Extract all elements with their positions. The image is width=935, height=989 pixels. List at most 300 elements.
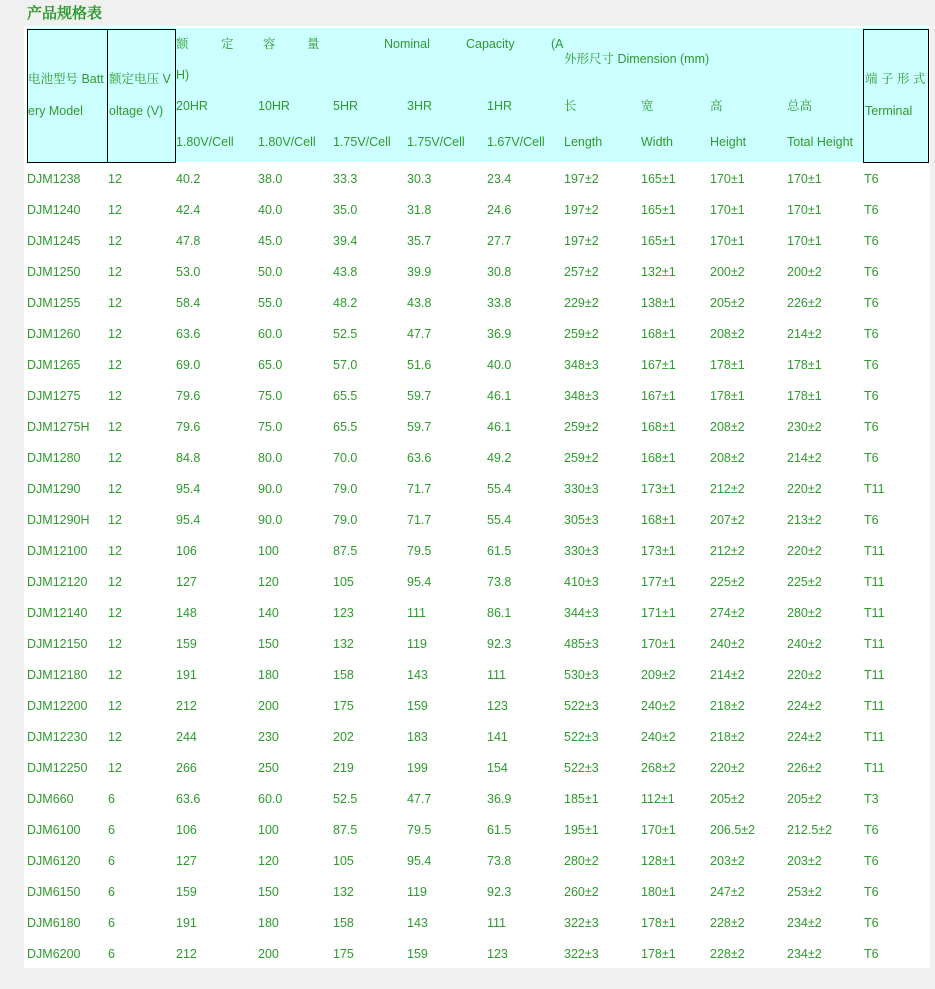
cell-voltage: 12: [108, 327, 122, 341]
cell-width: 168±1: [641, 451, 676, 465]
cell-cap-1hr: 36.9: [487, 792, 512, 806]
cell-cap-3hr: 119: [407, 885, 427, 899]
cell-voltage: 6: [108, 792, 115, 806]
cell-length: 348±3: [564, 389, 599, 403]
cell-cap-1hr: 154: [487, 761, 508, 775]
cell-total-height: 224±2: [787, 730, 822, 744]
cell-cap-10hr: 55.0: [258, 296, 283, 310]
cell-model: DJM6180: [27, 916, 81, 930]
cell-cap-1hr: 123: [487, 947, 508, 961]
cell-height: 205±2: [710, 792, 745, 806]
cell-cap-10hr: 50.0: [258, 265, 283, 279]
cell-cap-10hr: 45.0: [258, 234, 283, 248]
cell-model: DJM12120: [27, 575, 88, 589]
cell-cap-20hr: 79.6: [176, 420, 201, 434]
cell-width: 177±1: [641, 575, 676, 589]
cell-height: 170±1: [710, 234, 745, 248]
cell-height: 247±2: [710, 885, 745, 899]
cell-cap-10hr: 200: [258, 947, 279, 961]
cell-length: 260±2: [564, 885, 599, 899]
cell-model: DJM1250: [27, 265, 81, 279]
cell-height: 228±2: [710, 947, 745, 961]
cell-total-height: 178±1: [787, 358, 822, 372]
cell-height: 228±2: [710, 916, 745, 930]
cell-cap-20hr: 148: [176, 606, 197, 620]
cell-height: 170±1: [710, 172, 745, 186]
cell-cap-20hr: 79.6: [176, 389, 201, 403]
cell-cap-10hr: 100: [258, 544, 279, 558]
cell-width: 170±1: [641, 637, 676, 651]
cell-voltage: 12: [108, 420, 122, 434]
cell-length: 197±2: [564, 203, 599, 217]
cell-total-height: 170±1: [787, 234, 822, 248]
cell-cap-1hr: 92.3: [487, 637, 512, 651]
cell-cap-5hr: 35.0: [333, 203, 358, 217]
cell-length: 259±2: [564, 420, 599, 434]
cell-cap-20hr: 127: [176, 854, 197, 868]
cell-total-height: 214±2: [787, 327, 822, 341]
cell-model: DJM12150: [27, 637, 88, 651]
cell-total-height: 170±1: [787, 172, 822, 186]
cell-cap-3hr: 143: [407, 916, 428, 930]
cell-cap-3hr: 199: [407, 761, 428, 775]
cell-cap-3hr: 51.6: [407, 358, 432, 372]
cell-model: DJM1238: [27, 172, 81, 186]
header-terminal-cell: [863, 29, 929, 163]
cell-total-height: 253±2: [787, 885, 822, 899]
cell-cap-1hr: 86.1: [487, 606, 512, 620]
header-capacity-cn-3: 容: [263, 37, 276, 51]
cell-cap-20hr: 63.6: [176, 327, 201, 341]
cell-cap-1hr: 24.6: [487, 203, 512, 217]
cell-cap-5hr: 202: [333, 730, 354, 744]
cell-terminal: T6: [864, 327, 879, 341]
cell-cap-10hr: 75.0: [258, 420, 283, 434]
cell-total-height: 226±2: [787, 761, 822, 775]
cell-width: 165±1: [641, 172, 676, 186]
cell-total-height: 213±2: [787, 513, 822, 527]
cell-height: 170±1: [710, 203, 745, 217]
cell-width: 209±2: [641, 668, 676, 682]
cell-terminal: T11: [864, 637, 885, 651]
cell-length: 330±3: [564, 482, 599, 496]
cell-length: 195±1: [564, 823, 599, 837]
cell-cap-3hr: 39.9: [407, 265, 432, 279]
cell-cap-20hr: 69.0: [176, 358, 201, 372]
cell-cap-5hr: 65.5: [333, 389, 358, 403]
cell-length: 280±2: [564, 854, 599, 868]
cell-terminal: T11: [864, 482, 885, 496]
cell-length: 330±3: [564, 544, 599, 558]
cell-cap-20hr: 40.2: [176, 172, 201, 186]
cell-cap-1hr: 55.4: [487, 513, 512, 527]
cell-voltage: 12: [108, 296, 122, 310]
cell-voltage: 12: [108, 482, 122, 496]
header-voltage-line1: 额定电压 V: [109, 72, 171, 86]
cell-total-height: 226±2: [787, 296, 822, 310]
cell-cap-1hr: 33.8: [487, 296, 512, 310]
cell-cap-10hr: 90.0: [258, 513, 283, 527]
header-dimension: 外形尺寸 Dimension (mm): [564, 52, 710, 66]
cell-cap-20hr: 191: [176, 668, 197, 682]
cell-cap-5hr: 132: [333, 885, 354, 899]
cell-cap-5hr: 43.8: [333, 265, 358, 279]
cell-cap-1hr: 36.9: [487, 327, 512, 341]
cell-cap-5hr: 33.3: [333, 172, 358, 186]
cell-total-height: 220±2: [787, 544, 822, 558]
cell-cap-3hr: 95.4: [407, 854, 432, 868]
cell-voltage: 12: [108, 544, 122, 558]
header-capacity-cn-4: 量: [307, 37, 320, 51]
cell-total-height: 214±2: [787, 451, 822, 465]
cell-model: DJM12230: [27, 730, 88, 744]
cell-model: DJM1240: [27, 203, 81, 217]
header-rate-3hr: 3HR: [407, 99, 433, 113]
cell-terminal: T6: [864, 513, 879, 527]
cell-cap-5hr: 87.5: [333, 544, 358, 558]
header-dim-length-cn: 长: [564, 99, 577, 113]
header-model-cell: [27, 29, 108, 163]
cell-cap-3hr: 43.8: [407, 296, 432, 310]
cell-model: DJM1290: [27, 482, 81, 496]
cell-length: 197±2: [564, 234, 599, 248]
header-terminal-line1: 端 子 形 式: [865, 72, 926, 86]
cell-cap-5hr: 65.5: [333, 420, 358, 434]
cell-terminal: T11: [864, 575, 885, 589]
cell-height: 274±2: [710, 606, 745, 620]
cell-length: 322±3: [564, 947, 599, 961]
cell-model: DJM1280: [27, 451, 81, 465]
cell-total-height: 234±2: [787, 916, 822, 930]
cell-model: DJM6120: [27, 854, 81, 868]
cell-cap-20hr: 47.8: [176, 234, 201, 248]
spec-table: [24, 26, 930, 968]
cell-cap-10hr: 40.0: [258, 203, 283, 217]
cell-length: 410±3: [564, 575, 599, 589]
header-cutoff-1hr: 1.67V/Cell: [487, 135, 545, 149]
cell-height: 218±2: [710, 699, 745, 713]
cell-cap-3hr: 79.5: [407, 823, 432, 837]
cell-voltage: 12: [108, 451, 122, 465]
cell-cap-3hr: 30.3: [407, 172, 432, 186]
cell-width: 167±1: [641, 358, 676, 372]
cell-cap-1hr: 73.8: [487, 575, 512, 589]
cell-model: DJM1275H: [27, 420, 90, 434]
cell-terminal: T6: [864, 885, 879, 899]
header-dim-width-cn: 宽: [641, 99, 654, 113]
cell-cap-5hr: 48.2: [333, 296, 358, 310]
cell-total-height: 170±1: [787, 203, 822, 217]
cell-height: 208±2: [710, 451, 745, 465]
cell-cap-10hr: 90.0: [258, 482, 283, 496]
header-dim-length-en: Length: [564, 135, 603, 149]
cell-cap-5hr: 79.0: [333, 513, 358, 527]
cell-length: 485±3: [564, 637, 599, 651]
cell-height: 208±2: [710, 327, 745, 341]
cell-terminal: T6: [864, 916, 879, 930]
header-dim-total-cn: 总高: [787, 99, 813, 113]
cell-cap-10hr: 60.0: [258, 327, 283, 341]
cell-cap-5hr: 175: [333, 699, 354, 713]
cell-voltage: 12: [108, 637, 122, 651]
cell-cap-1hr: 30.8: [487, 265, 512, 279]
cell-total-height: 234±2: [787, 947, 822, 961]
header-dim-height-cn: 高: [710, 99, 723, 113]
cell-height: 178±1: [710, 358, 745, 372]
cell-voltage: 12: [108, 203, 122, 217]
cell-model: DJM1260: [27, 327, 81, 341]
cell-total-height: 205±2: [787, 792, 822, 806]
cell-cap-5hr: 158: [333, 668, 354, 682]
cell-length: 259±2: [564, 451, 599, 465]
cell-model: DJM12140: [27, 606, 88, 620]
header-model-line2: ery Model: [28, 104, 83, 118]
cell-cap-3hr: 79.5: [407, 544, 432, 558]
cell-cap-20hr: 95.4: [176, 513, 201, 527]
cell-cap-1hr: 111: [487, 916, 507, 930]
cell-height: 205±2: [710, 296, 745, 310]
cell-voltage: 12: [108, 730, 122, 744]
cell-total-height: 212.5±2: [787, 823, 833, 837]
cell-cap-3hr: 143: [407, 668, 428, 682]
cell-terminal: T6: [864, 389, 879, 403]
cell-height: 203±2: [710, 854, 745, 868]
header-rate-5hr: 5HR: [333, 99, 359, 113]
cell-width: 167±1: [641, 389, 676, 403]
header-terminal-line2: Terminal: [865, 104, 913, 118]
cell-cap-3hr: 63.6: [407, 451, 432, 465]
cell-total-height: 230±2: [787, 420, 822, 434]
cell-total-height: 224±2: [787, 699, 822, 713]
cell-cap-3hr: 119: [407, 637, 427, 651]
cell-total-height: 178±1: [787, 389, 822, 403]
cell-cap-10hr: 150: [258, 885, 279, 899]
cell-width: 178±1: [641, 947, 676, 961]
cell-cap-10hr: 250: [258, 761, 279, 775]
cell-height: 214±2: [710, 668, 745, 682]
header-dim-width-en: Width: [641, 135, 673, 149]
cell-cap-20hr: 266: [176, 761, 197, 775]
cell-height: 208±2: [710, 420, 745, 434]
cell-voltage: 12: [108, 761, 122, 775]
cell-terminal: T6: [864, 451, 879, 465]
cell-cap-10hr: 65.0: [258, 358, 283, 372]
cell-length: 522±3: [564, 761, 599, 775]
cell-voltage: 12: [108, 606, 122, 620]
cell-cap-20hr: 212: [176, 947, 197, 961]
cell-terminal: T6: [864, 172, 879, 186]
cell-cap-10hr: 38.0: [258, 172, 283, 186]
cell-cap-5hr: 219: [333, 761, 354, 775]
cell-length: 197±2: [564, 172, 599, 186]
cell-cap-20hr: 95.4: [176, 482, 201, 496]
cell-cap-20hr: 63.6: [176, 792, 201, 806]
cell-width: 168±1: [641, 327, 676, 341]
header-cutoff-20hr: 1.80V/Cell: [176, 135, 234, 149]
cell-width: 112±1: [641, 792, 675, 806]
cell-cap-1hr: 55.4: [487, 482, 512, 496]
cell-voltage: 12: [108, 699, 122, 713]
cell-width: 168±1: [641, 513, 676, 527]
cell-voltage: 12: [108, 389, 122, 403]
cell-cap-1hr: 61.5: [487, 544, 512, 558]
cell-length: 305±3: [564, 513, 599, 527]
cell-cap-10hr: 180: [258, 916, 279, 930]
cell-width: 173±1: [641, 544, 676, 558]
cell-height: 200±2: [710, 265, 745, 279]
cell-model: DJM6150: [27, 885, 81, 899]
cell-cap-3hr: 95.4: [407, 575, 432, 589]
cell-model: DJM1255: [27, 296, 81, 310]
cell-cap-10hr: 200: [258, 699, 279, 713]
cell-width: 180±1: [641, 885, 676, 899]
header-capacity-en-2: Capacity: [466, 37, 515, 51]
cell-voltage: 12: [108, 513, 122, 527]
cell-length: 322±3: [564, 916, 599, 930]
cell-model: DJM1275: [27, 389, 81, 403]
cell-voltage: 12: [108, 234, 122, 248]
cell-cap-5hr: 70.0: [333, 451, 358, 465]
header-cutoff-5hr: 1.75V/Cell: [333, 135, 391, 149]
cell-height: 240±2: [710, 637, 745, 651]
header-dim-total-en: Total Height: [787, 135, 854, 149]
cell-cap-20hr: 53.0: [176, 265, 201, 279]
cell-width: 128±1: [641, 854, 676, 868]
cell-terminal: T11: [864, 730, 885, 744]
cell-height: 178±1: [710, 389, 745, 403]
header-capacity-unit-a: (A: [551, 37, 564, 51]
cell-model: DJM12200: [27, 699, 88, 713]
cell-cap-20hr: 244: [176, 730, 197, 744]
cell-cap-20hr: 159: [176, 637, 197, 651]
cell-total-height: 220±2: [787, 482, 822, 496]
cell-width: 178±1: [641, 916, 676, 930]
cell-cap-1hr: 92.3: [487, 885, 512, 899]
cell-cap-20hr: 106: [176, 823, 197, 837]
cell-cap-5hr: 105: [333, 575, 354, 589]
cell-cap-1hr: 40.0: [487, 358, 512, 372]
cell-length: 259±2: [564, 327, 599, 341]
header-cutoff-3hr: 1.75V/Cell: [407, 135, 465, 149]
cell-cap-20hr: 191: [176, 916, 197, 930]
cell-model: DJM660: [27, 792, 74, 806]
cell-cap-1hr: 123: [487, 699, 508, 713]
cell-cap-3hr: 35.7: [407, 234, 432, 248]
header-model-line1: 电池型号 Batt: [28, 72, 104, 86]
cell-cap-3hr: 183: [407, 730, 428, 744]
cell-cap-5hr: 57.0: [333, 358, 358, 372]
cell-cap-5hr: 175: [333, 947, 354, 961]
cell-height: 212±2: [710, 482, 745, 496]
cell-cap-5hr: 52.5: [333, 792, 358, 806]
cell-model: DJM1245: [27, 234, 81, 248]
cell-cap-20hr: 127: [176, 575, 197, 589]
page-title: 产品规格表: [27, 4, 103, 22]
cell-cap-1hr: 73.8: [487, 854, 512, 868]
header-voltage-line2: oltage (V): [109, 104, 164, 118]
cell-total-height: 280±2: [787, 606, 822, 620]
cell-cap-5hr: 132: [333, 637, 354, 651]
cell-cap-10hr: 150: [258, 637, 279, 651]
cell-terminal: T6: [864, 854, 879, 868]
cell-voltage: 12: [108, 668, 122, 682]
cell-voltage: 6: [108, 947, 115, 961]
cell-cap-1hr: 111: [487, 668, 507, 682]
cell-height: 212±2: [710, 544, 745, 558]
cell-model: DJM1265: [27, 358, 81, 372]
cell-width: 240±2: [641, 699, 676, 713]
cell-terminal: T6: [864, 203, 879, 217]
cell-model: DJM6100: [27, 823, 81, 837]
cell-cap-3hr: 111: [407, 606, 427, 620]
cell-cap-20hr: 159: [176, 885, 197, 899]
cell-cap-3hr: 59.7: [407, 389, 432, 403]
cell-model: DJM6200: [27, 947, 81, 961]
cell-cap-3hr: 159: [407, 699, 428, 713]
cell-width: 132±1: [641, 265, 676, 279]
cell-cap-3hr: 159: [407, 947, 428, 961]
cell-width: 240±2: [641, 730, 676, 744]
cell-width: 171±1: [641, 606, 676, 620]
cell-voltage: 6: [108, 916, 115, 930]
cell-cap-20hr: 58.4: [176, 296, 201, 310]
cell-height: 220±2: [710, 761, 745, 775]
cell-height: 206.5±2: [710, 823, 756, 837]
cell-terminal: T11: [864, 544, 885, 558]
cell-model: DJM12250: [27, 761, 88, 775]
cell-total-height: 240±2: [787, 637, 822, 651]
cell-length: 530±3: [564, 668, 599, 682]
cell-cap-3hr: 31.8: [407, 203, 432, 217]
cell-terminal: T6: [864, 296, 879, 310]
cell-length: 257±2: [564, 265, 599, 279]
cell-cap-3hr: 71.7: [407, 482, 432, 496]
cell-terminal: T6: [864, 420, 879, 434]
cell-width: 165±1: [641, 234, 676, 248]
cell-cap-5hr: 105: [333, 854, 354, 868]
cell-total-height: 203±2: [787, 854, 822, 868]
cell-total-height: 220±2: [787, 668, 822, 682]
cell-voltage: 6: [108, 885, 115, 899]
cell-cap-5hr: 39.4: [333, 234, 358, 248]
cell-cap-10hr: 120: [258, 575, 279, 589]
cell-cap-3hr: 71.7: [407, 513, 432, 527]
cell-cap-5hr: 79.0: [333, 482, 358, 496]
cell-width: 170±1: [641, 823, 676, 837]
cell-width: 173±1: [641, 482, 676, 496]
cell-cap-1hr: 49.2: [487, 451, 512, 465]
cell-cap-1hr: 141: [487, 730, 508, 744]
cell-cap-10hr: 120: [258, 854, 279, 868]
cell-total-height: 200±2: [787, 265, 822, 279]
cell-length: 229±2: [564, 296, 599, 310]
cell-height: 218±2: [710, 730, 745, 744]
header-rate-1hr: 1HR: [487, 99, 513, 113]
cell-cap-10hr: 80.0: [258, 451, 283, 465]
cell-cap-5hr: 52.5: [333, 327, 358, 341]
cell-cap-5hr: 123: [333, 606, 354, 620]
cell-total-height: 225±2: [787, 575, 822, 589]
cell-cap-10hr: 100: [258, 823, 279, 837]
cell-model: DJM1290H: [27, 513, 90, 527]
cell-width: 138±1: [641, 296, 676, 310]
cell-model: DJM12180: [27, 668, 88, 682]
cell-cap-3hr: 47.7: [407, 792, 432, 806]
cell-width: 168±1: [641, 420, 676, 434]
cell-cap-1hr: 46.1: [487, 420, 512, 434]
header-cutoff-10hr: 1.80V/Cell: [258, 135, 316, 149]
cell-length: 522±3: [564, 730, 599, 744]
